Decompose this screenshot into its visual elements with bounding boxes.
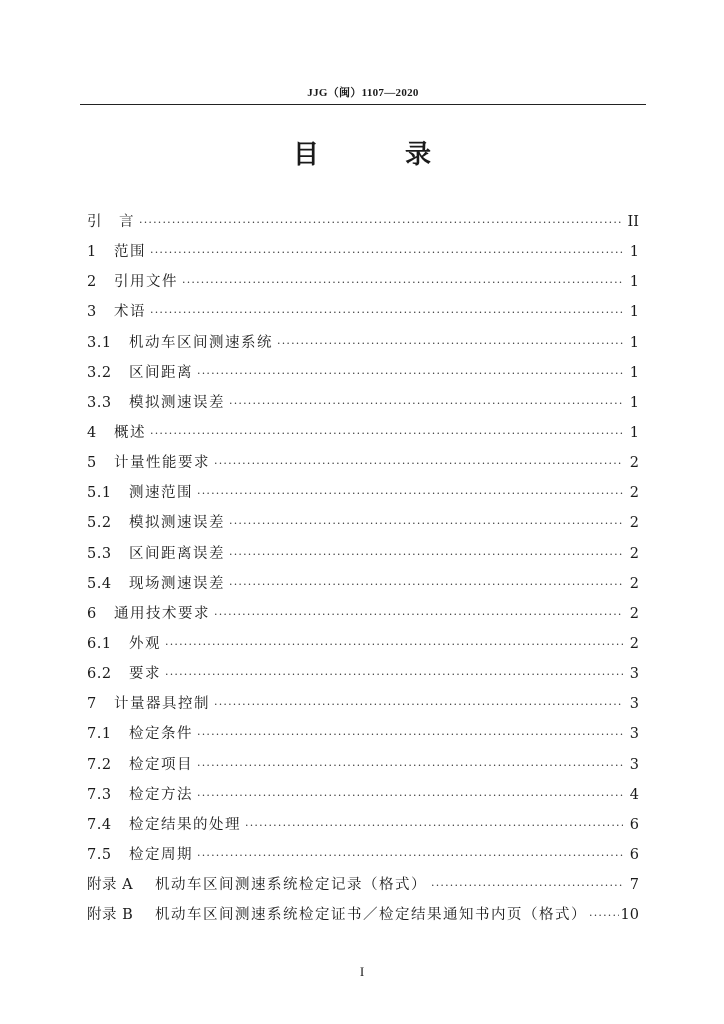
toc-entry-number: 6.2 bbox=[87, 666, 112, 683]
toc-entry-label: 检定结果的处理 bbox=[129, 816, 241, 833]
dot-leader bbox=[197, 751, 623, 781]
toc-entry-label: 模拟测速误差 bbox=[129, 515, 225, 532]
dot-leader bbox=[214, 600, 623, 630]
toc-entry-number: 7.5 bbox=[87, 846, 112, 863]
toc-entry-page: 3 bbox=[629, 666, 639, 683]
toc-entry-label: 通用技术要求 bbox=[114, 605, 210, 622]
toc-entry[interactable] bbox=[87, 358, 639, 388]
dot-leader bbox=[150, 419, 623, 449]
toc-entry-page: 1 bbox=[629, 424, 639, 441]
dot-leader bbox=[197, 841, 623, 871]
toc-entry-number: 7.3 bbox=[87, 786, 112, 803]
toc-entry-label: 检定周期 bbox=[129, 846, 193, 863]
toc-entry-page: 2 bbox=[629, 575, 639, 592]
toc-entry[interactable] bbox=[87, 659, 639, 689]
dot-leader bbox=[197, 720, 623, 750]
toc-entry[interactable] bbox=[87, 810, 639, 840]
toc-entry[interactable] bbox=[87, 539, 639, 569]
toc-entry-label: 计量器具控制 bbox=[114, 696, 210, 713]
dot-leader bbox=[197, 781, 623, 811]
toc-entry[interactable] bbox=[87, 780, 639, 810]
dot-leader bbox=[229, 540, 623, 570]
toc-entry[interactable] bbox=[87, 237, 639, 267]
toc-entry-page: 2 bbox=[629, 635, 639, 652]
dot-leader bbox=[165, 660, 623, 690]
toc-entry-page: 1 bbox=[629, 394, 639, 411]
toc-entry-page: 1 bbox=[629, 244, 639, 261]
toc-entry-label: 检定项目 bbox=[129, 756, 193, 773]
toc-entry-number: 5.1 bbox=[87, 485, 112, 502]
toc-entry-page: 1 bbox=[629, 334, 639, 351]
dot-leader bbox=[197, 359, 623, 389]
toc-entry-label: 区间距离误差 bbox=[129, 545, 225, 562]
toc-entry-number: 1 bbox=[87, 244, 97, 261]
toc-entry[interactable] bbox=[87, 719, 639, 749]
toc-entry[interactable] bbox=[87, 328, 639, 358]
toc-entry-label: 术语 bbox=[114, 304, 146, 321]
toc-entry-page: 4 bbox=[629, 786, 639, 803]
toc-entry-page: II bbox=[627, 214, 639, 230]
dot-leader bbox=[165, 630, 623, 660]
toc-entry-label: 引 言 bbox=[87, 214, 135, 230]
toc-entry-number: 3.1 bbox=[87, 334, 112, 351]
toc-entry-number: 6.1 bbox=[87, 635, 112, 652]
toc-entry-label: 测速范围 bbox=[129, 485, 193, 502]
toc-entry-number: 7.1 bbox=[87, 726, 112, 743]
toc-entry[interactable] bbox=[87, 569, 639, 599]
dot-leader bbox=[277, 329, 623, 359]
toc-entry-number: 4 bbox=[87, 424, 97, 441]
toc-entry[interactable] bbox=[87, 689, 639, 719]
toc-entry[interactable] bbox=[87, 750, 639, 780]
toc-entry-label: 机动车区间测速系统检定证书／检定结果通知书内页（格式） bbox=[155, 907, 587, 924]
toc-entry-page: 2 bbox=[629, 455, 639, 472]
toc-entry-number: 6 bbox=[87, 605, 97, 622]
dot-leader bbox=[214, 690, 623, 720]
dot-leader bbox=[229, 570, 623, 600]
toc-entry[interactable] bbox=[87, 900, 639, 930]
toc-entry-number: 3 bbox=[87, 304, 97, 321]
dot-leader bbox=[589, 901, 619, 931]
toc-entry-number: 7.4 bbox=[87, 816, 112, 833]
dot-leader bbox=[182, 268, 623, 298]
toc-entry-label: 机动车区间测速系统 bbox=[129, 334, 273, 351]
toc-entry-label: 模拟测速误差 bbox=[129, 394, 225, 411]
toc-entry-page: 1 bbox=[629, 364, 639, 381]
toc-entry-label: 计量性能要求 bbox=[114, 455, 210, 472]
toc-entry-label: 概述 bbox=[114, 424, 146, 441]
toc-entry-label: 外观 bbox=[129, 635, 161, 652]
toc-entry-number: 2 bbox=[87, 274, 97, 291]
dot-leader bbox=[150, 298, 623, 328]
toc-entry-number: 5.4 bbox=[87, 575, 112, 592]
toc-entry-page: 10 bbox=[620, 907, 639, 924]
dot-leader bbox=[431, 871, 623, 901]
toc-entry-page: 1 bbox=[629, 274, 639, 291]
toc-entry-label: 检定条件 bbox=[129, 726, 193, 743]
toc-entry[interactable] bbox=[87, 508, 639, 538]
toc-entry-number: 3.2 bbox=[87, 364, 112, 381]
toc-entry-label: 要求 bbox=[129, 666, 161, 683]
toc-entry-number: 3.3 bbox=[87, 394, 112, 411]
toc-entry-page: 6 bbox=[629, 846, 639, 863]
dot-leader bbox=[150, 238, 623, 268]
page-number: I bbox=[359, 964, 365, 979]
toc-entry-number: 5.2 bbox=[87, 515, 112, 532]
toc-entry[interactable] bbox=[87, 629, 639, 659]
toc-entry-page: 6 bbox=[629, 816, 639, 833]
table-of-contents bbox=[87, 207, 639, 930]
toc-entry[interactable] bbox=[87, 418, 639, 448]
toc-entry-number: 5.3 bbox=[87, 545, 112, 562]
dot-leader bbox=[229, 509, 623, 539]
toc-entry-page: 2 bbox=[629, 485, 639, 502]
toc-entry-page: 3 bbox=[629, 726, 639, 743]
toc-entry-label: 区间距离 bbox=[129, 364, 193, 381]
toc-entry[interactable] bbox=[87, 478, 639, 508]
toc-entry[interactable] bbox=[87, 388, 639, 418]
toc-entry-page: 1 bbox=[629, 304, 639, 321]
toc-entry-page: 3 bbox=[629, 696, 639, 713]
page-title: 目 录 bbox=[292, 140, 461, 170]
toc-entry-number: 7.2 bbox=[87, 756, 112, 773]
dot-leader bbox=[197, 479, 623, 509]
toc-entry-label: 范围 bbox=[114, 244, 146, 261]
standard-code-header: JJG（闽）1107—2020 bbox=[307, 87, 419, 99]
toc-entry-number: 7 bbox=[87, 696, 97, 713]
toc-entry[interactable] bbox=[87, 840, 639, 870]
toc-entry-number: 5 bbox=[87, 455, 97, 472]
header-rule bbox=[80, 104, 646, 105]
toc-entry[interactable] bbox=[87, 297, 639, 327]
toc-entry-page: 2 bbox=[629, 545, 639, 562]
dot-leader bbox=[139, 208, 622, 238]
dot-leader bbox=[245, 811, 623, 841]
toc-entry[interactable] bbox=[87, 599, 639, 629]
toc-entry[interactable] bbox=[87, 267, 639, 297]
toc-entry-label: 检定方法 bbox=[129, 786, 193, 803]
dot-leader bbox=[229, 389, 623, 419]
toc-entry-page: 2 bbox=[629, 605, 639, 622]
toc-entry-number: 附录 B bbox=[87, 907, 134, 924]
toc-entry-label: 引用文件 bbox=[114, 274, 178, 291]
toc-entry-label: 现场测速误差 bbox=[129, 575, 225, 592]
toc-entry-page: 2 bbox=[629, 515, 639, 532]
toc-entry-label: 机动车区间测速系统检定记录（格式） bbox=[155, 877, 427, 894]
toc-entry[interactable] bbox=[87, 207, 639, 237]
toc-entry[interactable] bbox=[87, 870, 639, 900]
dot-leader bbox=[214, 449, 623, 479]
toc-entry-page: 3 bbox=[629, 756, 639, 773]
toc-entry-number: 附录 A bbox=[87, 877, 134, 894]
toc-entry[interactable] bbox=[87, 448, 639, 478]
toc-entry-page: 7 bbox=[629, 877, 639, 894]
